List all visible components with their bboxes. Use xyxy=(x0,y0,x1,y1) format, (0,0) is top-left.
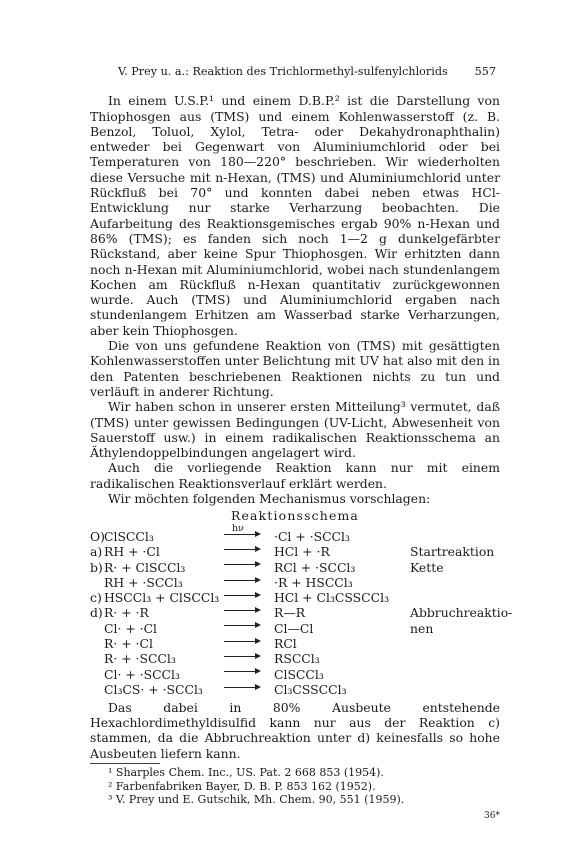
paragraph: Auch die vorliegende Reaktion kann nur mit einem radikalischen Reaktionsverlauf erklärt werden. xyxy=(90,460,500,491)
reaction-note: Kette xyxy=(410,559,444,575)
footnote-divider xyxy=(90,763,160,764)
footnote xyxy=(90,766,500,780)
reaction-products: Cl—Cl xyxy=(274,620,314,636)
reaction-scheme xyxy=(90,522,513,697)
reaction-arrow-icon xyxy=(216,541,274,556)
reaction-reactants: ClSCCl₃ xyxy=(104,528,154,544)
paragraph: Wir möchten folgenden Mechanismus vorschlagen: xyxy=(108,491,431,507)
footnote-text: Farbenfabriken Bayer, D. B. P. 853 162 (1952). xyxy=(115,779,376,793)
reaction-products: RCl xyxy=(274,635,297,651)
reaction-products: RSCCl₃ xyxy=(274,651,320,667)
reaction-arrow-icon xyxy=(216,648,274,663)
reaction-arrow-icon xyxy=(216,556,274,571)
running-header xyxy=(90,64,500,79)
reaction-row xyxy=(90,522,500,544)
reaction-reactants: R· + ·Cl xyxy=(104,635,153,651)
reaction-reactants: Cl· + ·SCCl₃ xyxy=(104,666,180,682)
reaction-products: Cl₃CSSCCl₃ xyxy=(274,681,347,697)
reaction-label: b) xyxy=(90,559,103,575)
reaction-arrow-icon xyxy=(216,602,274,617)
page xyxy=(90,64,513,824)
reaction-arrow-icon xyxy=(216,663,274,678)
reaction-arrow-icon xyxy=(216,587,274,602)
reaction-products: HCl + ·R xyxy=(274,544,330,560)
reaction-arrow-icon xyxy=(216,522,274,541)
running-title: V. Prey u. a.: Reaktion des Trichlormethyl-sulfenylchlorids xyxy=(118,65,448,78)
reaction-reactants: Cl₃CS· + ·SCCl₃ xyxy=(104,681,203,697)
footnote-mark: ³ xyxy=(108,793,113,807)
reaction-products: ·R + HSCCl₃ xyxy=(274,574,353,590)
signature-mark: 36* xyxy=(484,810,500,821)
reaction-products: ·Cl + ·SCCl₃ xyxy=(274,528,350,544)
footnote xyxy=(90,780,500,794)
reaction-reactants: HSCCl₃ + ClSCCl₃ xyxy=(104,590,220,606)
reaction-note: Abbruchreaktio- xyxy=(410,605,513,621)
closing-paragraph: Das dabei in 80% Ausbeute entstehende Hexachlordimethyldisulfid kann nur aus der Reaktion c) stammen, da die Abbruchreaktion unter d) keinesfalls so hohe Ausbeuten liefern kann. xyxy=(90,699,500,761)
reaction-note: nen xyxy=(410,620,434,636)
reaction-reactants: Cl· + ·Cl xyxy=(104,620,158,636)
reaction-label: O) xyxy=(90,528,105,544)
reaction-label: d) xyxy=(90,605,103,621)
reaction-arrow-icon xyxy=(216,617,274,632)
reaction-reactants: R· + ClSCCl₃ xyxy=(104,559,186,575)
reaction-note: Startreaktion xyxy=(410,544,495,560)
footnote xyxy=(90,793,500,807)
reaction-products: ClSCCl₃ xyxy=(274,666,324,682)
reaction-reactants: R· + ·R xyxy=(104,605,149,621)
reaction-label: a) xyxy=(90,544,103,560)
paragraph: In einem U.S.P.¹ und einem D.B.P.² ist die Darstellung von Thiophosgen aus (TMS) und einem Kohlenwasserstoff (z. B. Benzol, Toluol, Xylol, Tetra- oder Dekahydronaphthalin) entweder bei Gegenwart von Aluminiumchlorid oder bei Temperaturen von 180—220° beschrieben. Wir wiederholten diese Versuche mit n-Hexan, (TMS) und Aluminiumchlorid unter Rückfluß bei 70° und konnten dabei neben etwas HCl-Entwicklung nur starke Verharzung beobachten. Die Aufarbeitung des Reaktionsgemisches ergab 90% n-Hexan und 86% (TMS); es fanden sich noch 1—2 g dunkelgefärbter Rückstand, aber keine Spur Thiophosgen. Wir erhitzten dann noch n-Hexan mit Aluminiumchlorid, wobei nach stundenlangem Kochen am Rückfluß n-Hexan quantitativ zurückgewonnen wurde. Auch (TMS) und Aluminiumchlorid ergaben nach stundenlangem Erhitzen am Wasserbad starke Verharzungen, aber kein Thiophosgen. xyxy=(90,93,500,338)
reaction-products: R—R xyxy=(274,605,306,621)
scheme-title: Reaktionsschema xyxy=(230,508,360,524)
paragraph: Wir haben schon in unserer ersten Mitteilung³ vermutet, daß (TMS) unter gewissen Bedingungen (UV-Licht, Abwesenheit von Sauerstoff usw.) in einem radikalischen Reaktionsschema an Äthylendoppelbindungen angelagert wird. xyxy=(90,399,500,461)
arrow-label: hν xyxy=(232,522,244,534)
footnote-text: Sharples Chem. Inc., US. Pat. 2 668 853 (1954). xyxy=(115,766,384,780)
reaction-products: HCl + Cl₃CSSCCl₃ xyxy=(274,590,390,606)
reaction-products: RCl + ·SCCl₃ xyxy=(274,559,356,575)
reaction-reactants: R· + ·SCCl₃ xyxy=(104,651,176,667)
reaction-label: c) xyxy=(90,590,102,606)
reaction-reactants: RH + ·Cl xyxy=(104,544,160,560)
footnote-mark: ² xyxy=(108,779,113,793)
footnote-mark: ¹ xyxy=(108,766,113,780)
page-number: 557 xyxy=(474,65,496,78)
reaction-arrow-icon xyxy=(216,633,274,648)
reaction-reactants: RH + ·SCCl₃ xyxy=(104,574,183,590)
reaction-arrow-icon xyxy=(216,679,274,694)
footnote-text: V. Prey und E. Gutschik, Mh. Chem. 90, 551 (1959). xyxy=(115,793,405,807)
reaction-arrow-icon xyxy=(216,572,274,587)
paragraph: Die von uns gefundene Reaktion von (TMS) mit gesättigten Kohlenwasserstoffen unter Belichtung mit UV hat also mit den in den Patenten beschriebenen Reaktionen nichts zu tun und verläuft in anderer Richtung. xyxy=(90,338,500,399)
